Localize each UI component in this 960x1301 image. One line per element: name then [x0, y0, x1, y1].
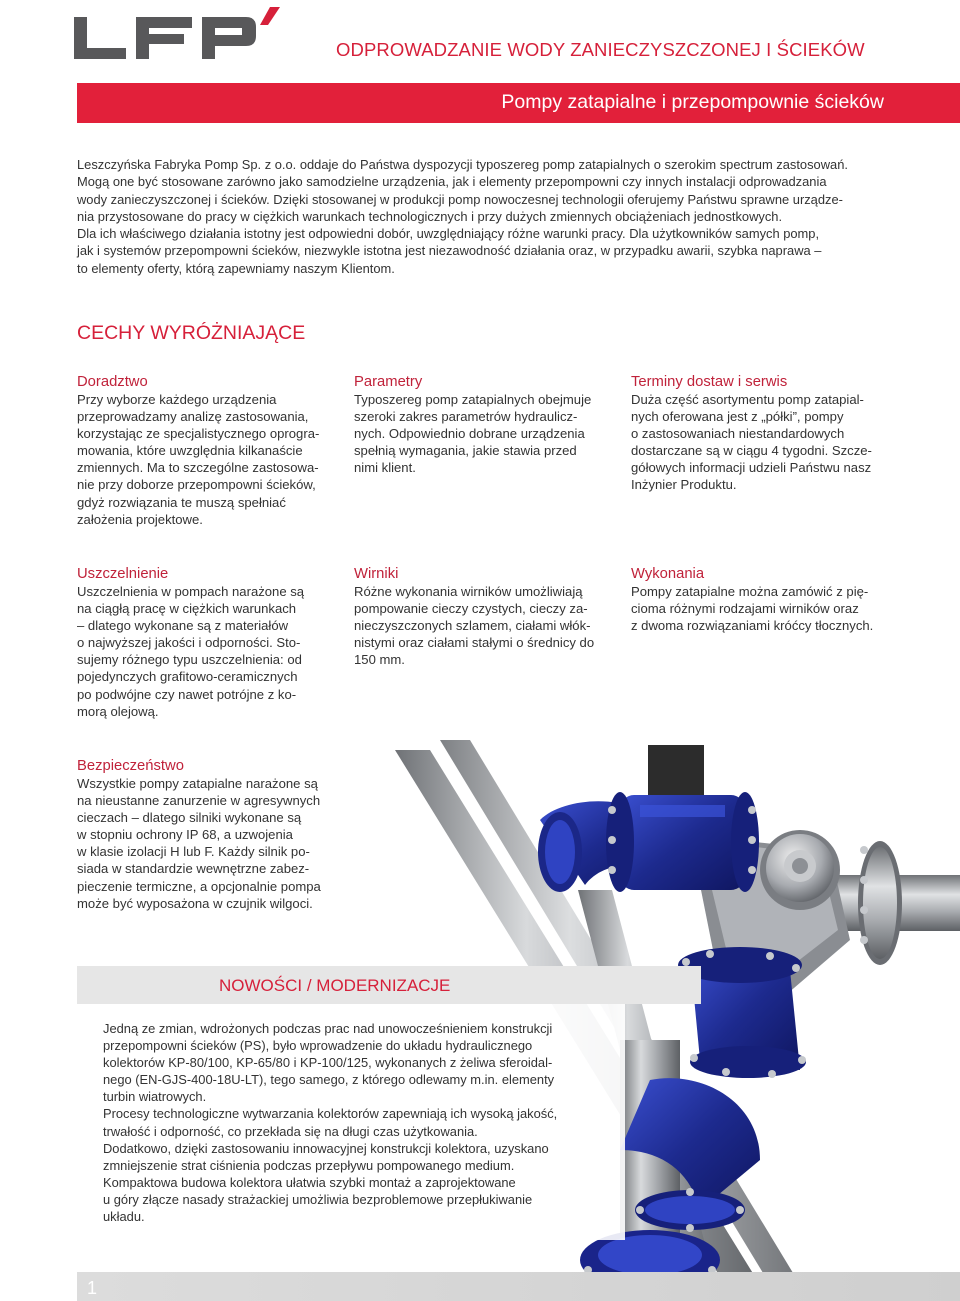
news-title: NOWOŚCI / MODERNIZACJE	[219, 976, 451, 995]
feature-uszczelnienie	[77, 565, 322, 720]
feature-line: 150 mm.	[354, 652, 405, 668]
news-line: zmniejszenie strat ciśnienia podczas przepływu pompowanego medium.	[103, 1157, 515, 1173]
page-title: Pompy zatapialne i przepompownie ścieków	[501, 91, 884, 113]
feature-line: spełnią wymagania, jakie stawia przed	[354, 443, 577, 459]
feature-line: może być wyposażona w czujnik wilgoci.	[77, 895, 313, 911]
news-line: Procesy technologiczne wytwarzania kolektorów zapewniają ich wysoką jakość,	[103, 1106, 558, 1122]
features-heading: CECHY WYRÓŻNIAJĄCE	[77, 322, 306, 344]
news-line: turbin wiatrowych.	[103, 1089, 207, 1105]
company-logo	[74, 5, 289, 65]
feature-title: Parametry	[354, 374, 423, 390]
feature-terminy	[631, 373, 886, 494]
feature-line: w stopniu ochrony IP 68, a uzwojenia	[77, 827, 293, 843]
feature-line: szeroki zakres parametrów hydraulicz-	[354, 409, 578, 425]
feature-title: Doradztwo	[77, 374, 148, 390]
news-line: trwałość i odporność, co przekłada się na długi czas użytkowania.	[103, 1123, 478, 1139]
feature-line: morą olejową.	[77, 703, 159, 719]
feature-line: dostarczane są w ciągu 4 tygodni. Szcze-	[631, 443, 872, 459]
feature-line: pompowanie cieczy czystych, cieczy za-	[354, 601, 588, 617]
feature-line: cioma różnymi rodzajami wirników oraz	[631, 601, 859, 617]
feature-title: Wirniki	[354, 566, 399, 582]
feature-line: nych. Odpowiednio dobrane urządzenia	[354, 426, 585, 442]
intro-line: Leszczyńska Fabryka Pomp Sp. z o.o. oddaje do Państwa dyspozycji typoszereg pomp zatapialnych o szerokim spectrum zastosowań.	[77, 157, 848, 172]
feature-line: zmiennych. Ma to szczególne zastosowa-	[77, 460, 319, 476]
feature-line: pieczenie termiczne, a opcjonalnie pompa	[77, 878, 321, 894]
feature-wykonania	[631, 565, 891, 634]
feature-title: Terminy dostaw i serwis	[631, 374, 788, 390]
feature-line: nistymi oraz ciałami stałymi o średnicy do	[354, 635, 595, 651]
feature-title: Wykonania	[631, 566, 705, 582]
news-line: u góry złącze nasady strażackiej umożliwia bezproblemowe przepłukiwanie	[103, 1191, 533, 1207]
title-banner	[77, 83, 960, 123]
feature-line: w klasie izolacji H lub F. Każdy silnik po-	[77, 844, 310, 860]
news-box	[77, 1004, 625, 1240]
feature-line: nych oferowana jest z „półki”, pompy	[631, 409, 844, 425]
feature-line: cieczach – dlatego silniki wykonane są	[77, 810, 302, 826]
feature-line: z dwoma rozwiązaniami króćcy tłocznych.	[631, 618, 874, 634]
feature-line: na ciągłą pracę w ciężkich warunkach	[77, 601, 297, 617]
feature-bezpieczenstwo	[77, 757, 332, 912]
feature-title: Bezpieczeństwo	[77, 758, 184, 774]
feature-line: nie przy doborze przepompowni ścieków,	[77, 477, 316, 493]
feature-line: o zastosowaniach niestandardowych	[631, 426, 845, 442]
news-line: przepompowni ścieków (PS), było wprowadzenie do układu hydraulicznego	[103, 1038, 533, 1054]
intro-paragraph	[77, 156, 887, 277]
feature-line: nieczyszczonych szlamem, ciałami włók-	[354, 618, 591, 634]
news-line: kolektorów KP-80/100, KP-65/80 i KP-100/125, wykonanych z żeliwa sferoidal-	[103, 1055, 553, 1071]
feature-line: Pompy zatapialne można zamówić z pię-	[631, 584, 869, 599]
feature-title: Uszczelnienie	[77, 566, 169, 582]
feature-line: na nieustanne zanurzenie w agresywnych	[77, 793, 321, 809]
feature-line: Inżynier Produktu.	[631, 477, 737, 493]
feature-line: Przy wyborze każdego urządzenia	[77, 392, 277, 407]
intro-line: wody zanieczyszczonej i ścieków. Dzięki stosowanej w produkcji pomp nowoczesnej technologii oferujemy Państwu sprawne urządze-	[77, 191, 843, 207]
intro-line: jak i systemów przepompowni ścieków, niezwykle istotna jest niezawodność działania oraz, w przypadku awarii, szybka naprawa –	[77, 243, 822, 259]
category-title: ODPROWADZANIE WODY ZANIECZYSZCZONEJ I ŚCIEKÓW	[336, 39, 865, 60]
feature-line: Duża część asortymentu pomp zatapial-	[631, 392, 864, 407]
feature-line: gdyż rozwiązania te muszą spełniać	[77, 494, 286, 510]
feature-line: Uszczelnienia w pompach narażone są	[77, 584, 305, 599]
feature-line: nimi klient.	[354, 460, 416, 476]
news-line: nego (EN-GJS-400-18U-LT), tego samego, z którego odlewamy m.in. elementy	[103, 1072, 555, 1088]
intro-line: Dla ich właściwego działania istotny jest odpowiedni dobór, uwzględniający różne warunki pracy. Dla użytkowników samych pomp,	[77, 226, 820, 242]
feature-wirniki	[354, 565, 609, 668]
news-line: Kompaktowa budowa kolektora ułatwia szybki montaż a zaprojektowane	[103, 1174, 516, 1190]
news-line: układu.	[103, 1209, 145, 1225]
feature-line: przeprowadzamy analizę zastosowania,	[77, 409, 309, 425]
news-line: Dodatkowo, dzięki zastosowaniu innowacyjnej konstrukcji kolektora, uzyskano	[103, 1140, 549, 1156]
feature-line: o najwyższej jakości i odporności. Sto-	[77, 635, 301, 651]
footer-band	[77, 1272, 960, 1301]
news-line: Jedną ze zmian, wdrożonych podczas prac nad unowocześnieniem konstrukcji	[103, 1021, 553, 1036]
feature-line: gółowych informacji udzieli Państwu nasz	[631, 460, 872, 476]
feature-line: Typoszereg pomp zatapialnych obejmuje	[354, 392, 592, 407]
feature-parametry	[354, 373, 604, 476]
intro-line: nia przystosowane do pracy w ciężkich warunkach technologicznych i przy dużych zmiennych obciążeniach jednostkowych.	[77, 208, 783, 224]
news-paragraph	[103, 1020, 593, 1225]
feature-line: Różne wykonania wirników umożliwiają	[354, 584, 583, 599]
feature-line: założenia projektowe.	[77, 511, 203, 527]
page-number: 1	[87, 1278, 98, 1298]
feature-line: siada w standardzie wewnętrzne zabez-	[77, 861, 310, 877]
feature-line: – dlatego wykonane są z materiałów	[77, 618, 289, 634]
feature-line: mowania, które uwzględnia kilkanaście	[77, 443, 303, 459]
feature-line: po podwójne czy nawet potrójne z ko-	[77, 686, 297, 702]
intro-line: Mogą one być stosowane zarówno jako samodzielne urządzenia, jak i elementy przepompowni czy innych instalacji odprowadzania	[77, 174, 827, 190]
news-header	[77, 966, 701, 1004]
feature-line: Wszystkie pompy zatapialne narażone są	[77, 776, 318, 791]
feature-doradztwo	[77, 373, 329, 528]
feature-line: pojedynczych grafitowo-ceramicznych	[77, 669, 298, 685]
feature-line: korzystając ze specjalistycznego oprogra-	[77, 426, 320, 442]
intro-line: to elementy oferty, którą zapewniamy naszym Klientom.	[77, 260, 395, 276]
feature-line: sujemy różnego typu uszczelnienia: od	[77, 652, 302, 668]
